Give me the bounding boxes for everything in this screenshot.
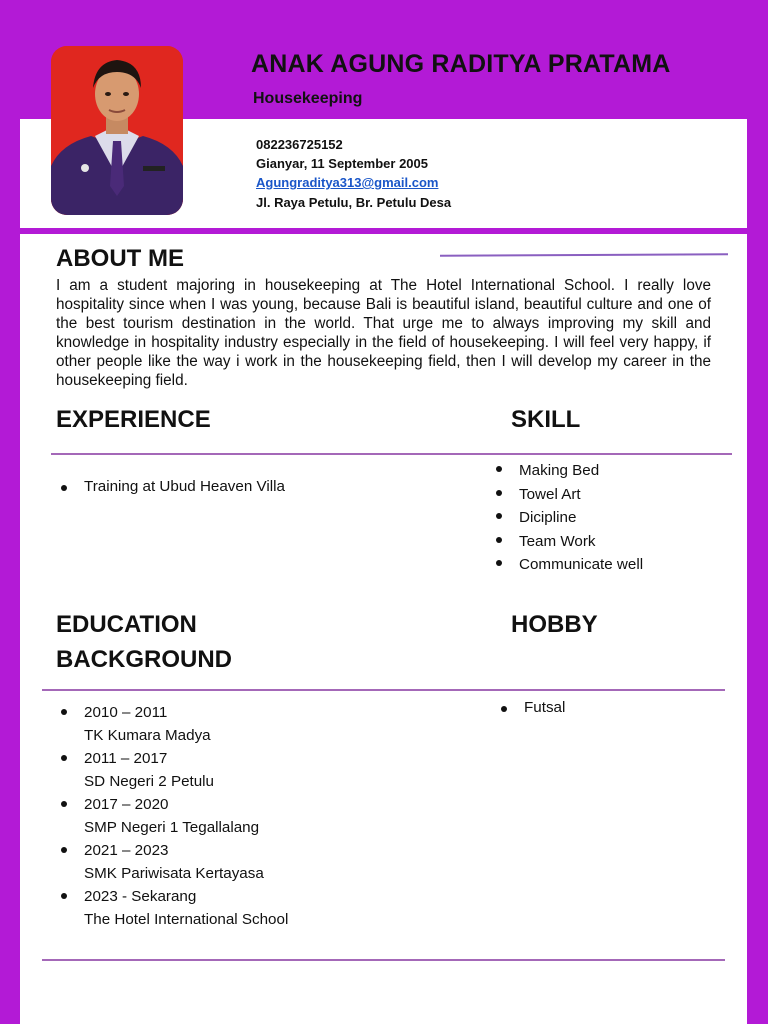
education-item xyxy=(56,840,456,886)
education-years: 2011 – 2017 xyxy=(84,750,168,767)
skill-list xyxy=(491,459,731,577)
skill-item: Dicipline xyxy=(491,506,731,530)
education-item xyxy=(56,702,456,748)
bottom-divider xyxy=(42,959,725,961)
hobby-list xyxy=(496,699,716,716)
education-item xyxy=(56,748,456,794)
education-years: 2021 – 2023 xyxy=(84,842,169,859)
education-item xyxy=(56,886,456,932)
skill-item: Towel Art xyxy=(491,483,731,507)
education-years: 2023 - Sekarang xyxy=(84,888,197,905)
experience-list xyxy=(56,478,456,495)
education-school: The Hotel International School xyxy=(84,910,289,928)
experience-item: Training at Ubud Heaven Villa xyxy=(56,478,456,495)
candidate-name: ANAK AGUNG RADITYA PRATAMA xyxy=(251,50,671,78)
hobby-heading: HOBBY xyxy=(511,611,598,638)
experience-divider xyxy=(51,453,732,455)
address: Jl. Raya Petulu, Br. Petulu Desa xyxy=(256,195,452,210)
about-text: I am a student majoring in housekeeping at The Hotel International School. I really love hospitality since when I was young, because Bali is beautiful island, beautiful culture and one of the best tourism destination in the world. That urge me to always improving my skill and knowledge in hospitality industry especially in the field of housekeeping. I will feel very happy, if other people like the way i work in the housekeeping field, then I will develop my career in the housekeeping field. xyxy=(56,277,711,389)
skill-item: Team Work xyxy=(491,530,731,554)
profile-photo xyxy=(51,46,183,215)
education-list xyxy=(56,702,456,932)
skill-item: Communicate well xyxy=(491,553,731,577)
hobby-item: Futsal xyxy=(496,699,716,716)
experience-heading: EXPERIENCE xyxy=(56,406,211,433)
candidate-role: Housekeeping xyxy=(253,90,363,107)
education-school: SMP Negeri 1 Tegallalang xyxy=(84,818,260,836)
email-link[interactable]: Agungraditya313@gmail.com xyxy=(256,175,439,190)
education-item xyxy=(56,794,456,840)
birth-info: Gianyar, 11 September 2005 xyxy=(256,156,428,171)
education-heading-line2: BACKGROUND xyxy=(56,646,232,673)
education-heading-line1: EDUCATION xyxy=(56,611,197,638)
education-school: SMK Pariwisata Kertayasa xyxy=(84,864,264,882)
education-years: 2017 – 2020 xyxy=(84,796,169,813)
education-years: 2010 – 2011 xyxy=(84,704,168,721)
skill-heading: SKILL xyxy=(511,406,581,433)
education-school: SD Negeri 2 Petulu xyxy=(84,772,215,790)
phone-number: 082236725152 xyxy=(256,137,343,152)
education-divider xyxy=(42,689,725,691)
education-school: TK Kumara Madya xyxy=(84,726,211,744)
profile-photo-illustration xyxy=(51,46,183,215)
about-heading: ABOUT ME xyxy=(56,245,184,272)
skill-item: Making Bed xyxy=(491,459,731,483)
